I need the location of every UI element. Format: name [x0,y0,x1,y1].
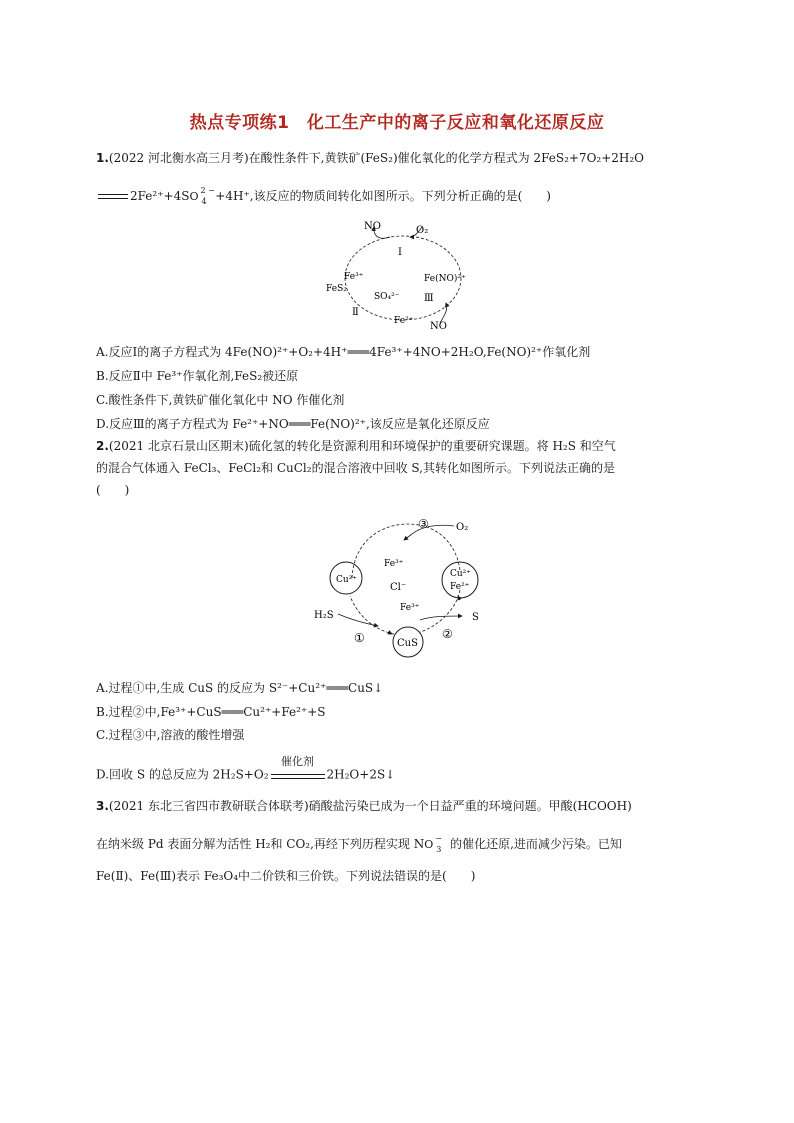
q1-label-fe2: Fe²⁺ [394,316,414,326]
q1-label-feno: Fe(NO)²⁺ [424,274,466,284]
q2-cycle-ring [350,524,460,634]
q1-label-fes2: FeS₂ [326,284,347,294]
q3-stem-line1 [96,798,696,814]
q1-label-o2: O₂ [416,225,429,236]
equals-double-line [98,194,128,199]
q3-stem-text2b: 的催化还原,进而减少污染。已知 [446,837,622,851]
q2-option-a[interactable]: A.过程①中,生成 CuS 的反应为 S²⁻+Cu²⁺═══CuS↓ [96,681,384,695]
q2-label-h2s: H₂S [314,610,334,621]
q2-option-c[interactable]: C.过程③中,溶液的酸性增强 [96,728,245,742]
page-title: 热点专项练1 化工生产中的离子反应和氧化还原反应 [189,113,605,133]
q2-stem-line1 [96,438,696,454]
q2-arrow-s [420,616,462,620]
q2-cycle-diagram [308,512,498,662]
q3-stem-text2a: 在纳米级 Pd 表面分解为活性 H₂和 CO₂,再经下列历程实现 N [96,837,425,851]
q1-stem-text2a: 2Fe²⁺+4S [130,189,190,203]
q2-stem-line3: ( ) [96,483,130,497]
q1-cycle-diagram [318,215,488,335]
q1-label-so4: SO₄²⁻ [374,292,400,302]
q2-label-cu-left: Cu²⁺ [336,575,358,585]
q2-stem-line2: 的混合气体通入 FeCl₃、FeCl₂和 CuCl₂的混合溶液中回收 S,其转化如图所示。下列说法正确的是 [96,461,615,475]
q2-label-cus: CuS [397,638,418,649]
q2-label-o2: O₂ [456,522,469,533]
q2-label-step1: ① [354,631,365,645]
q2-option-b[interactable]: B.过程②中,Fe³⁺+CuS═══Cu²⁺+Fe²⁺+S [96,705,326,719]
q1-label-no-top: NO [364,221,381,232]
q2-label-cu-right: Cu²⁺ [450,569,472,579]
q1-label-roman1: Ⅰ [398,247,402,258]
q1-option-c[interactable]: C.酸性条件下,黄铁矿催化氧化中 NO 作催化剂 [96,393,345,407]
q1-stem-line1 [96,150,696,166]
q1-stem-line2 [96,185,696,206]
q2-label-fe3-top: Fe³⁺ [384,559,404,569]
q3-number: 3. [96,799,109,813]
q2-label-step3: ③ [418,517,429,531]
q2-label-step2: ② [442,627,453,641]
q1-label-roman3: Ⅲ [424,293,434,304]
q1-stem-text2b: +4H⁺,该反应的物质间转化如图所示。下列分析正确的是( ) [211,189,551,203]
q2-right-circle [442,562,478,598]
q2-number: 2. [96,439,109,453]
q1-option-b[interactable]: B.反应Ⅱ中 Fe³⁺作氧化剂,FeS₂被还原 [96,369,299,383]
q2-label-s: S [472,612,479,623]
q1-option-a[interactable]: A.反应Ⅰ的离子方程式为 4Fe(NO)²⁺+O₂+4H⁺═══4Fe³⁺+4NO+2H₂O,Fe(NO)²⁺作氧化剂 [96,345,591,359]
q2-label-fe3-mid: Fe³⁺ [400,603,420,613]
q1-stem-text1: (2022 河北衡水高三月考)在酸性条件下,黄铁矿(FeS₂)催化氧化的化学方程式为 2FeS₂+7O₂+2H₂O [108,151,645,165]
q2-label-fe2-right: Fe²⁺ [450,582,470,592]
q3-stem-line2 [96,833,696,854]
sulfate-ion: O 2 − 4 [189,185,215,206]
q1-label-fe3: Fe³⁺ [344,272,364,282]
q1-label-no-bottom: NO [430,321,447,332]
q1-option-d[interactable]: D.反应Ⅲ的离子方程式为 Fe²⁺+NO═══Fe(NO)²⁺,该反应是氧化还原反应 [96,417,490,431]
q1-label-roman2: Ⅱ [352,307,359,318]
catalyst-label: 催化剂 [281,755,315,768]
q1-number: 1. [96,151,109,165]
q3-stem-line3: Fe(Ⅱ)、Fe(Ⅲ)表示 Fe₃O₄中二价铁和三价铁。下列说法错误的是( ) [96,869,476,883]
q2-arrow-h2s [338,614,378,626]
q2-stem-text1: (2021 北京石景山区期末)硫化氢的转化是资源利用和环境保护的重要研究课题。将 H₂S 和空气 [108,439,616,453]
q2-option-d[interactable] [96,755,696,784]
q3-stem-text1: (2021 东北三省四市教研联合体联考)硝酸盐污染已成为一个日益严重的环境问题。甲酸(HCOOH) [108,799,632,813]
q2-option-d-post: 2H₂O+2S↓ [326,767,396,782]
nitrate-ion: O − 3 [424,833,442,854]
q2-option-d-pre: D.回收 S 的总反应为 2H₂S+O₂ [96,767,269,782]
q2-label-cl: Cl⁻ [390,582,407,593]
catalyst-arrow [271,755,325,784]
q1-arrow-no-in [440,303,447,323]
